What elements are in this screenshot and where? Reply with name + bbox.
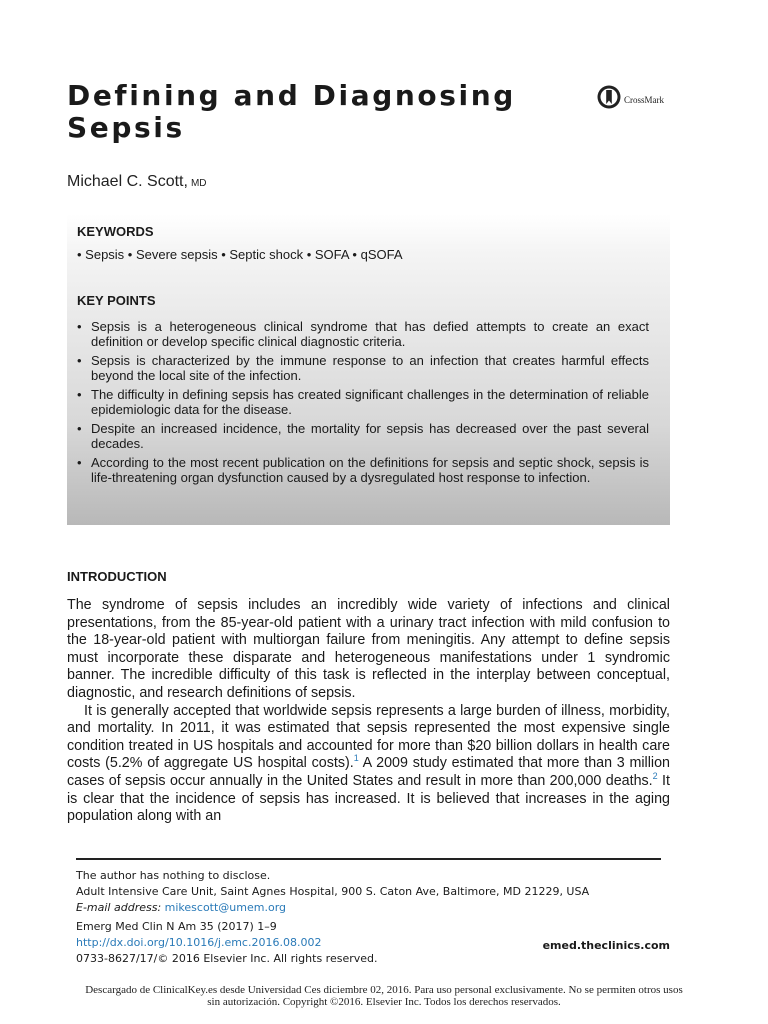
bullet-icon: • bbox=[77, 353, 82, 368]
introduction-body bbox=[67, 597, 670, 826]
download-notice-line: Descargado de ClinicalKey.es desde Universidad Ces diciembre 02, 2016. Para uso personal exclusivamente. No se permiten otros usos bbox=[85, 984, 683, 996]
author-name: Michael C. Scott, bbox=[67, 173, 188, 190]
disclosure: The author has nothing to disclose. bbox=[76, 869, 271, 882]
keywords-keypoints-box bbox=[67, 214, 670, 525]
bullet-icon: • bbox=[77, 319, 82, 334]
author-degree: MD bbox=[190, 178, 207, 189]
key-point-item: • Sepsis is characterized by the immune response to an infection that creates harmful effects beyond the local site of the infection. bbox=[77, 353, 649, 383]
reference-link[interactable]: 1 bbox=[353, 753, 359, 764]
key-points-list bbox=[77, 319, 649, 489]
citation: Emerg Med Clin N Am 35 (2017) 1–9 bbox=[76, 920, 277, 933]
keywords-list: • Sepsis • Severe sepsis • Septic shock • SOFA • qSOFA bbox=[77, 247, 403, 262]
key-point-item: • Sepsis is a heterogeneous clinical syndrome that has defied attempts to create an exact definition or develop specific clinical diagnostic criteria. bbox=[77, 319, 649, 349]
email-label: E-mail address: bbox=[76, 901, 162, 914]
download-notice-line: sin autorización. Copyright ©2016. Elsevier Inc. Todos los derechos reservados. bbox=[207, 996, 561, 1008]
paragraph: The syndrome of sepsis includes an incredibly wide variety of infections and clinical presentations, from the 85-year-old patient with a urinary tract infection with mild confusion to the 18-year-old patient with multiorgan failure from meningitis. Any attempt to define sepsis must incorporate these disparate and heterogeneous manifestations under 1 syndromic banner. The incredible difficulty of this task is reflected in the interplay between conceptual, diagnostic, and research definitions of sepsis. bbox=[67, 597, 670, 701]
reference-link[interactable]: 2 bbox=[652, 771, 658, 782]
crossmark-icon bbox=[597, 85, 621, 114]
key-point-item: • Despite an increased incidence, the mortality for sepsis has decreased over the past several decades. bbox=[77, 421, 649, 451]
site-link[interactable]: emed.theclinics.com bbox=[542, 939, 670, 952]
affiliation: Adult Intensive Care Unit, Saint Agnes Hospital, 900 S. Caton Ave, Baltimore, MD 21229, USA bbox=[76, 885, 590, 898]
doi-link[interactable]: http://dx.doi.org/10.1016/j.emc.2016.08.002 bbox=[76, 936, 322, 949]
bullet-icon: • bbox=[77, 455, 82, 470]
email-line bbox=[76, 900, 670, 916]
key-point-item: • According to the most recent publication on the definitions for sepsis and septic shock, sepsis is life-threatening organ dysfunction caused by a dysregulated host response to infection. bbox=[77, 455, 649, 485]
copyright: 0733-8627/17/© 2016 Elsevier Inc. All rights reserved. bbox=[76, 952, 378, 965]
bullet-icon: • bbox=[77, 387, 82, 402]
introduction-heading: INTRODUCTION bbox=[67, 569, 167, 584]
email-link[interactable]: mikescott@umem.org bbox=[164, 901, 287, 914]
footnote-divider bbox=[76, 858, 661, 860]
article-title: Defining and Diagnosing Sepsis bbox=[67, 79, 516, 144]
keywords-heading: KEYWORDS bbox=[77, 224, 154, 239]
crossmark-label: CrossMark bbox=[624, 94, 664, 105]
crossmark-badge[interactable] bbox=[597, 85, 664, 114]
download-notice bbox=[0, 984, 768, 1008]
bullet-icon: • bbox=[77, 421, 82, 436]
key-point-item: • The difficulty in defining sepsis has created significant challenges in the determination of reliable epidemiologic data for the disease. bbox=[77, 387, 649, 417]
key-points-heading: KEY POINTS bbox=[77, 293, 156, 308]
footnotes bbox=[76, 868, 670, 967]
paragraph: It is generally accepted that worldwide sepsis represents a large burden of illness, morbidity, and mortality. In 2011, it was estimated that sepsis represented the most expensive single condition treated in US hospitals and accounted for more than $20 billion dollars in health care costs (5.2% of aggregate US hospital costs).$^1$ A 2009 study estimated that more than 3 million cases of sepsis occur annually in the United States and result in more than 200,000 deaths.$^2$ It is clear that the incidence of sepsis has increased. It is believed that increases in the aging population along with an bbox=[67, 702, 671, 825]
author-line bbox=[67, 173, 207, 191]
